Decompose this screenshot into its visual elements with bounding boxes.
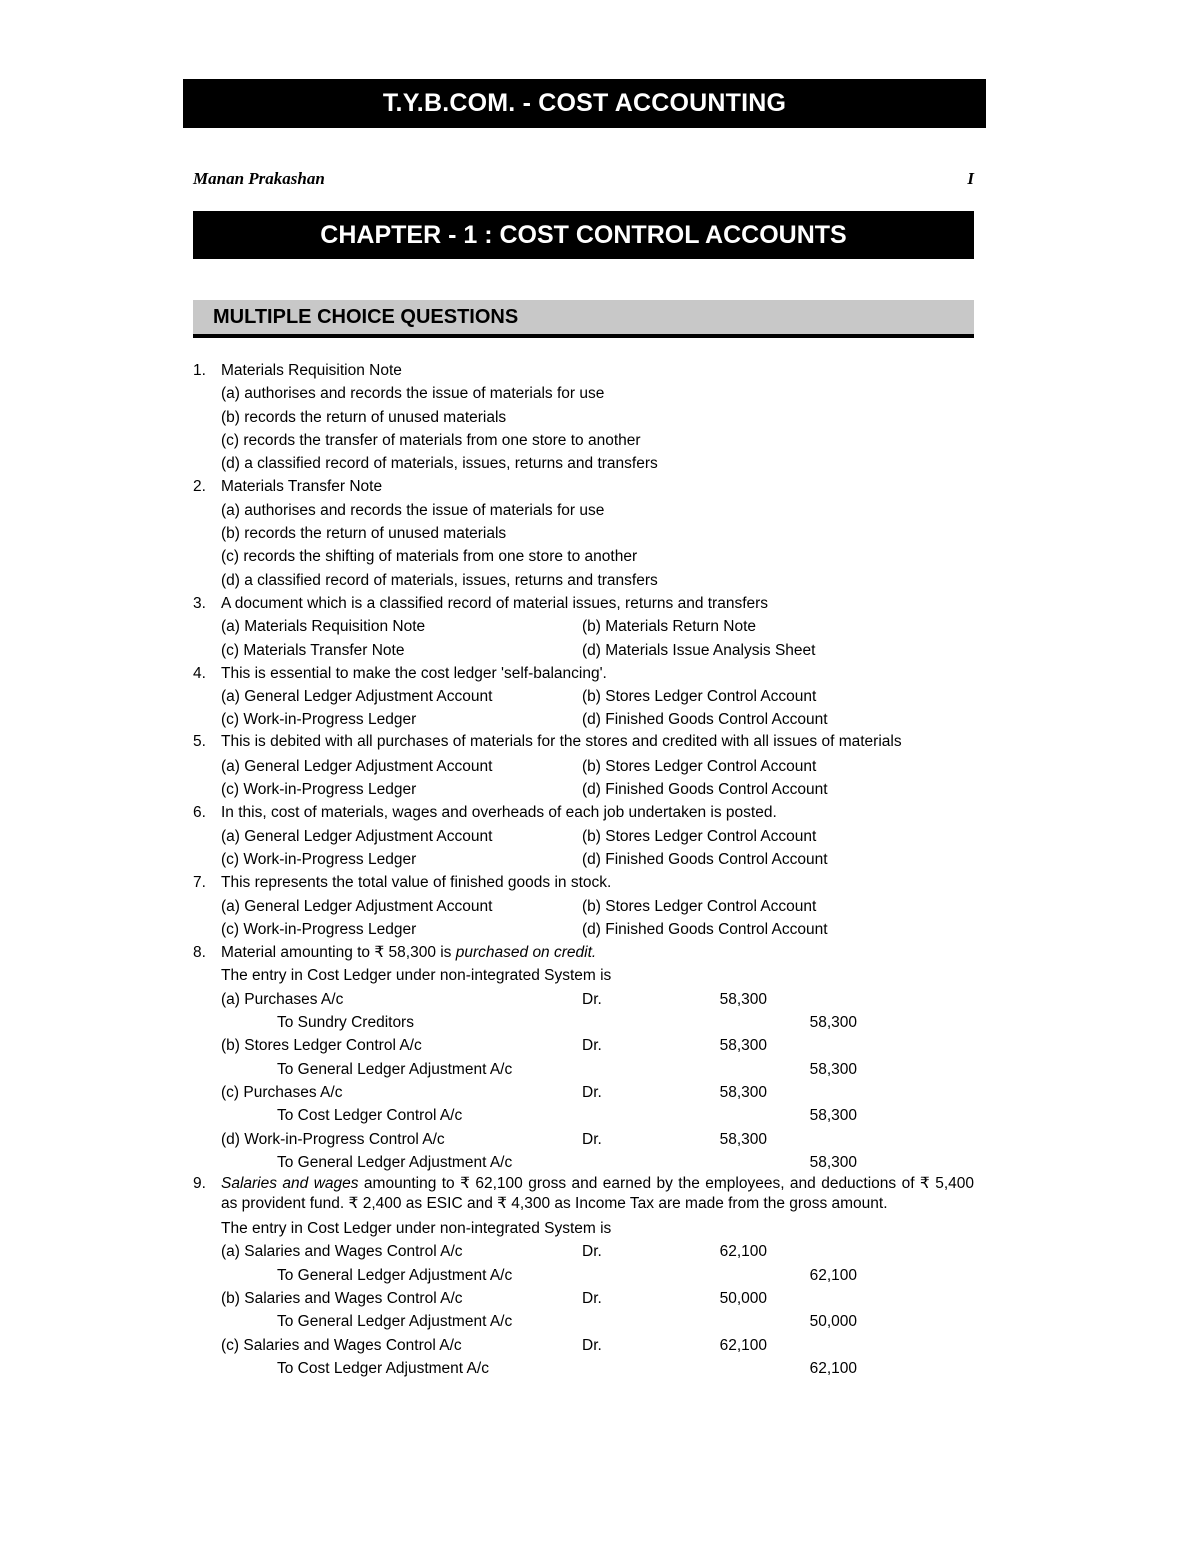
question-text [221,941,596,964]
question-text: This is essential to make the cost ledger 'self-balancing'. [221,664,607,682]
journal-debit-line [193,1128,974,1151]
question-text-part: Material amounting to ₹ 58,300 is [221,944,456,962]
question-number: 9. [193,1175,206,1193]
question-text: Materials Requisition Note [221,362,402,379]
credit-amount: 50,000 [809,1313,857,1331]
option-row [193,895,974,918]
question-number: 5. [193,732,206,750]
question-text: Materials Transfer Note [221,478,383,496]
option-a [193,382,974,405]
question-5 [193,732,974,755]
question-number: 7. [193,874,206,892]
lead-text: The entry in Cost Ledger under non-integrated System is [221,1220,612,1238]
option-a: (a) General Ledger Adjustment Account [221,757,493,775]
option-c: (c) Work-in-Progress Ledger [221,850,417,868]
question-number: 2. [193,478,206,496]
question-3 [193,592,974,615]
debit-amount: 62,100 [719,1243,767,1261]
debit-amount: 58,300 [719,1083,767,1101]
credit-account: To General Ledger Adjustment A/c [277,1153,513,1171]
journal-credit-line [193,1104,974,1127]
question-text: A document which is a classified record of material issues, returns and transfers [221,594,769,612]
option-text: (b) records the return of unused materials [221,525,507,543]
option-row [193,778,974,801]
option-b: (b) Stores Ledger Control Account [582,757,817,775]
dr-label: Dr. [582,1243,602,1261]
question-7 [193,871,974,894]
dr-label: Dr. [582,1130,602,1148]
option-row [193,685,974,708]
option-c: (c) Work-in-Progress Ledger [221,920,417,938]
option-row [193,639,974,662]
option-d: (d) Finished Goods Control Account [582,850,828,868]
questions-list [193,359,974,1380]
question-9 [193,1174,974,1217]
option-b: (b) Materials Return Note [582,618,757,636]
credit-account: To Sundry Creditors [277,1014,414,1032]
debit-account: (c) Purchases A/c [221,1083,343,1101]
credit-amount: 62,100 [809,1359,857,1377]
debit-amount: 50,000 [719,1289,767,1307]
question-text: This represents the total value of finished goods in stock. [221,874,612,892]
journal-debit-line [193,988,974,1011]
running-header [193,169,974,189]
debit-account: (a) Purchases A/c [221,990,344,1008]
option-b [193,522,974,545]
credit-amount: 58,300 [809,1014,857,1032]
journal-credit-line [193,1264,974,1287]
option-row [193,708,974,731]
credit-account: To Cost Ledger Adjustment A/c [277,1359,489,1377]
option-text: (d) a classified record of materials, issues, returns and transfers [221,571,658,589]
journal-credit-line [193,1310,974,1333]
journal-credit-line [193,1151,974,1174]
credit-amount: 58,300 [809,1060,857,1078]
dr-label: Dr. [582,1289,602,1307]
journal-debit-line [193,1287,974,1310]
option-d: (d) Materials Issue Analysis Sheet [582,641,816,659]
credit-amount: 62,100 [809,1266,857,1284]
option-text: (c) records the shifting of materials from one store to another [221,548,638,566]
debit-amount: 58,300 [719,1037,767,1055]
option-text: (a) authorises and records the issue of materials for use [221,385,605,403]
book-title-banner: T.Y.B.COM. - COST ACCOUNTING [183,79,986,128]
option-b [193,406,974,429]
credit-account: To General Ledger Adjustment A/c [277,1060,513,1078]
option-d [193,569,974,592]
journal-debit-line [193,1081,974,1104]
credit-account: To General Ledger Adjustment A/c [277,1266,513,1284]
question-4 [193,662,974,685]
journal-debit-line [193,1240,974,1263]
debit-account: (a) Salaries and Wages Control A/c [221,1243,463,1261]
question-text: amounting to ₹ 62,100 gross and earned by the employees, and deductions of ₹ 5,400 as provident fund. ₹ 2,400 as ESIC and ₹ 4,300 as Income Tax are made from the gross amount. [221,1175,975,1213]
option-a [193,499,974,522]
question-text-emphasis: Salaries and wages [221,1175,359,1193]
publisher-name: Manan Prakashan [193,169,325,188]
option-c: (c) Materials Transfer Note [221,641,405,659]
journal-debit-line [193,1334,974,1357]
option-text: (d) a classified record of materials, issues, returns and transfers [221,455,658,473]
debit-amount: 62,100 [719,1336,767,1354]
option-text: (b) records the return of unused materials [221,408,507,426]
option-c [193,545,974,568]
option-text: (a) authorises and records the issue of materials for use [221,501,605,519]
question-text-emphasis: purchased on credit. [455,944,597,962]
question-number: 3. [193,594,206,612]
debit-amount: 58,300 [719,990,767,1008]
dr-label: Dr. [582,1336,602,1354]
option-b: (b) Stores Ledger Control Account [582,688,817,706]
debit-amount: 58,300 [719,1130,767,1148]
option-c: (c) Work-in-Progress Ledger [221,711,417,729]
option-row [193,755,974,778]
question-lead [193,964,974,987]
section-heading: MULTIPLE CHOICE QUESTIONS [193,300,974,338]
credit-account: To General Ledger Adjustment A/c [277,1313,513,1331]
question-lead [193,1217,974,1240]
question-text: This is debited with all purchases of materials for the stores and credited with all issues of materials [221,732,902,750]
credit-amount: 58,300 [809,1107,857,1125]
option-row [193,848,974,871]
option-d: (d) Finished Goods Control Account [582,920,828,938]
page-number: I [967,169,974,188]
question-number: 8. [193,944,206,962]
option-d: (d) Finished Goods Control Account [582,781,828,799]
dr-label: Dr. [582,990,602,1008]
lead-text: The entry in Cost Ledger under non-integrated System is [221,967,612,985]
option-row [193,918,974,941]
option-a: (a) General Ledger Adjustment Account [221,897,493,915]
question-6 [193,801,974,824]
debit-account: (b) Salaries and Wages Control A/c [221,1289,463,1307]
option-b: (b) Stores Ledger Control Account [582,827,817,845]
option-a: (a) General Ledger Adjustment Account [221,688,493,706]
question-8 [193,941,974,964]
option-text: (c) records the transfer of materials from one store to another [221,431,641,449]
debit-account: (d) Work-in-Progress Control A/c [221,1130,445,1148]
question-1 [193,359,974,382]
option-a: (a) General Ledger Adjustment Account [221,827,493,845]
debit-account: (b) Stores Ledger Control A/c [221,1037,422,1055]
option-row [193,615,974,638]
chapter-title: CHAPTER - 1 : COST CONTROL ACCOUNTS [193,211,974,259]
question-number: 4. [193,664,206,682]
credit-account: To Cost Ledger Control A/c [277,1107,463,1125]
option-c: (c) Work-in-Progress Ledger [221,781,417,799]
dr-label: Dr. [582,1037,602,1055]
question-number: 1. [193,362,206,379]
option-d [193,452,974,475]
question-text: In this, cost of materials, wages and overheads of each job undertaken is posted. [221,804,777,822]
journal-debit-line [193,1034,974,1057]
option-a: (a) Materials Requisition Note [221,618,426,636]
option-row [193,825,974,848]
journal-credit-line [193,1011,974,1034]
question-2 [193,475,974,498]
debit-account: (c) Salaries and Wages Control A/c [221,1336,462,1354]
question-number: 6. [193,804,206,822]
journal-credit-line [193,1058,974,1081]
credit-amount: 58,300 [809,1153,857,1171]
option-b: (b) Stores Ledger Control Account [582,897,817,915]
journal-credit-line [193,1357,974,1380]
dr-label: Dr. [582,1083,602,1101]
option-d: (d) Finished Goods Control Account [582,711,828,729]
option-c [193,429,974,452]
